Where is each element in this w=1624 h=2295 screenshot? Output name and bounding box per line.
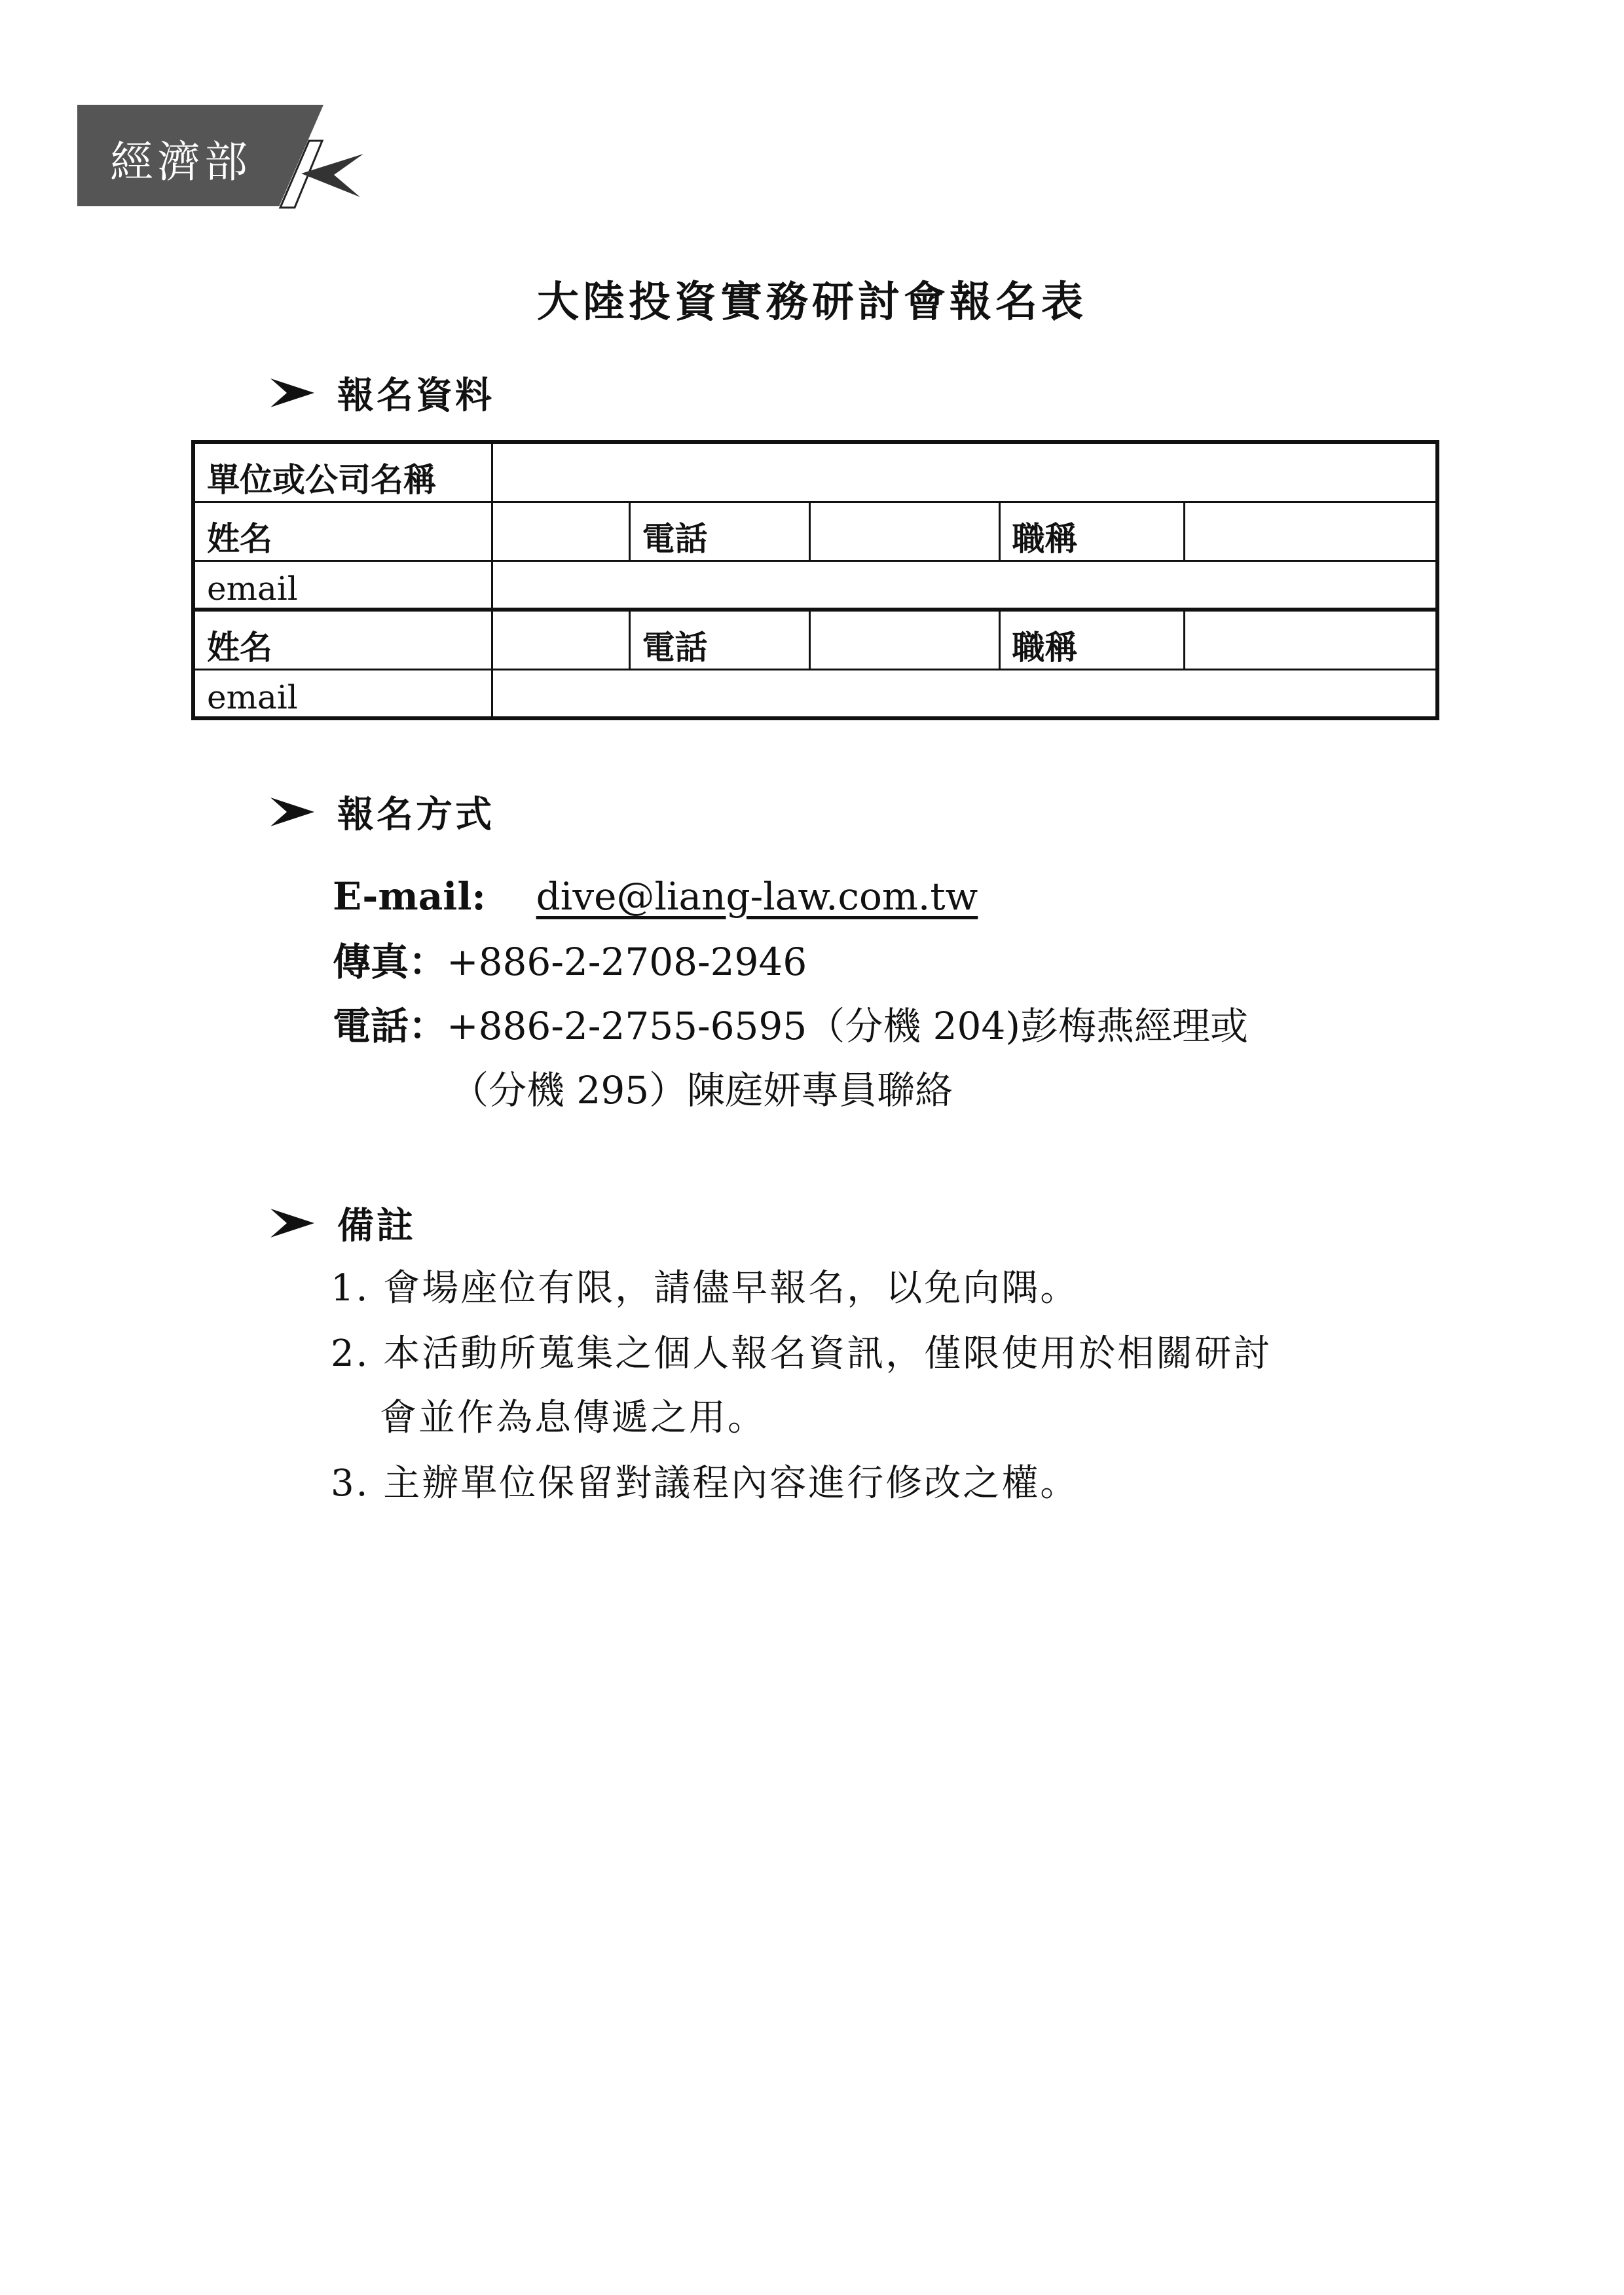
remark-item-2-continued: 會並作為息傳遞之用。 <box>380 1397 766 1439</box>
phone-label: 電話 <box>629 502 809 560</box>
remark-item-2: 2. 本活動所蒐集之個人報名資訊，僅限使用於相關研討 <box>331 1332 1272 1375</box>
contact-phone-line-2 <box>451 1068 953 1112</box>
section-registration-method <box>267 786 494 838</box>
email-contact-label: E-mail: <box>333 874 486 919</box>
company-input-cell[interactable] <box>492 442 1437 502</box>
name-input-cell[interactable] <box>492 502 629 560</box>
section-remarks <box>267 1197 416 1249</box>
arrow-bullet-icon <box>267 1203 316 1243</box>
contact-fax-line <box>333 940 807 984</box>
section-heading: 報名資料 <box>337 374 494 417</box>
phone-input-cell[interactable] <box>809 610 999 669</box>
phone-contact-label: 電話： <box>333 1004 447 1048</box>
attendee1-row <box>193 502 1437 560</box>
section-registration-info <box>267 367 494 419</box>
job-title-label: 職稱 <box>999 502 1184 560</box>
ministry-logo-text: 經濟部 <box>110 137 251 187</box>
attendee2-row <box>193 610 1437 669</box>
phone-label: 電話 <box>629 610 809 669</box>
fax-value: +886-2-2708-2946 <box>447 940 807 984</box>
email-input-cell[interactable] <box>492 669 1437 718</box>
name-input-cell[interactable] <box>492 610 629 669</box>
phone-contact-value-2: （分機 295）陳庭妍專員聯絡 <box>451 1068 953 1112</box>
contact-phone-line <box>333 1004 1248 1048</box>
ministry-emblem-icon <box>268 134 367 213</box>
remark-item-1: 1. 會場座位有限，請儘早報名，以免向隅。 <box>331 1267 1079 1310</box>
phone-contact-value: +886-2-2755-6595（分機 204)彭梅燕經理或 <box>447 1004 1248 1048</box>
document-title: 大陸投資實務研討會報名表 <box>537 278 1087 327</box>
attendee1-email-row <box>193 560 1437 610</box>
email-input-cell[interactable] <box>492 560 1437 610</box>
phone-input-cell[interactable] <box>809 502 999 560</box>
section-heading: 報名方式 <box>337 793 494 836</box>
arrow-bullet-icon <box>267 792 316 832</box>
email-label: email <box>193 560 492 610</box>
attendee2-email-row <box>193 669 1437 718</box>
contact-email-line <box>333 874 978 919</box>
section-heading: 備註 <box>337 1204 416 1247</box>
arrow-bullet-icon <box>267 373 316 413</box>
job-title-input-cell[interactable] <box>1184 610 1437 669</box>
job-title-label: 職稱 <box>999 610 1184 669</box>
remark-item-3: 3. 主辦單位保留對議程內容進行修改之權。 <box>331 1462 1079 1505</box>
fax-label: 傳真： <box>333 940 447 984</box>
name-label: 姓名 <box>193 610 492 669</box>
registration-form-table <box>191 440 1439 720</box>
company-row <box>193 442 1437 502</box>
name-label: 姓名 <box>193 502 492 560</box>
job-title-input-cell[interactable] <box>1184 502 1437 560</box>
company-label: 單位或公司名稱 <box>193 442 492 502</box>
email-label: email <box>193 669 492 718</box>
email-contact-link[interactable]: dive@liang-law.com.tw <box>536 874 978 919</box>
